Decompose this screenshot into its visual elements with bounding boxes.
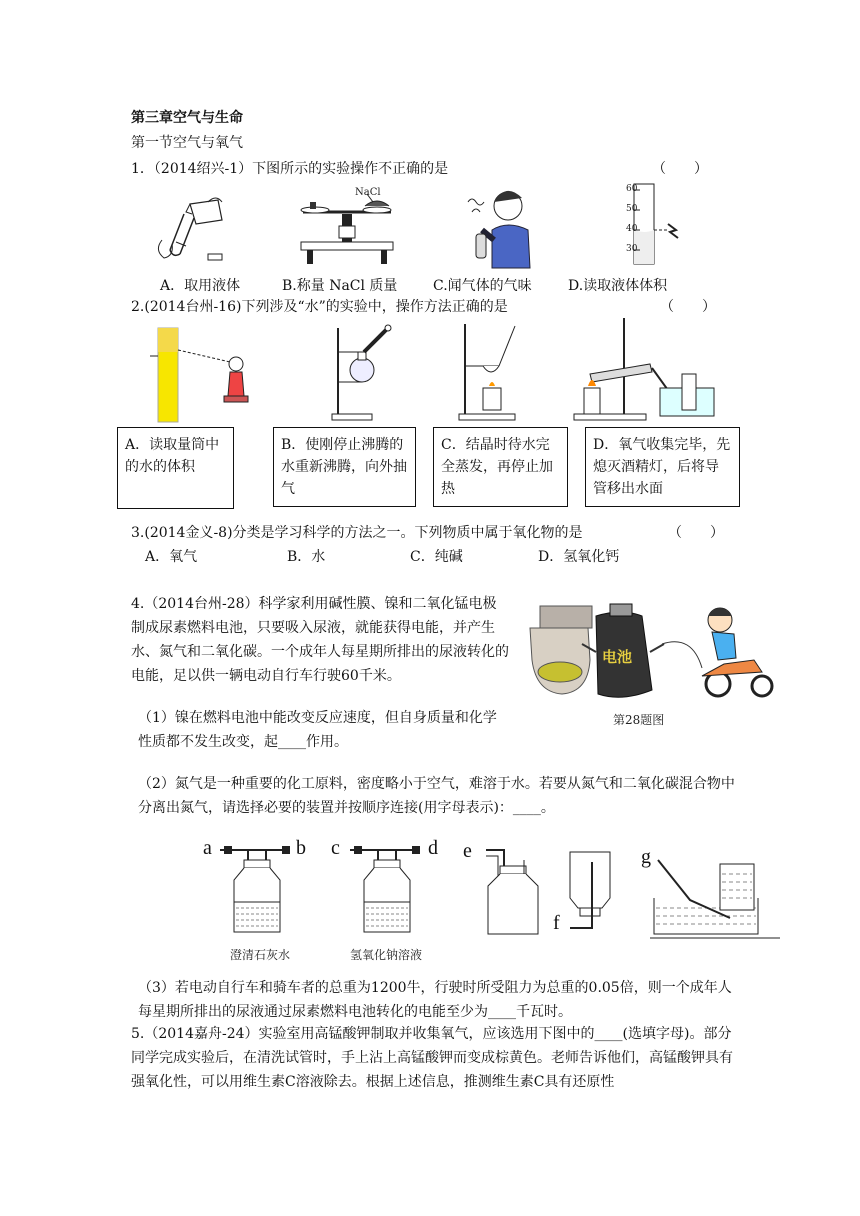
- apparatus-letter-g: g: [641, 846, 651, 868]
- q4-sub3: （3）若电动自行车和骑车者的总重为1200牛，行驶时所受阻力为总重的0.05倍，则一个成年人每星期所排出的尿液通过尿素燃料电池转化的电能至少为____千瓦时。: [138, 980, 732, 1020]
- battery-label: 电池: [602, 648, 633, 666]
- q3-option-b: B．水: [287, 549, 326, 565]
- cyl-tick-50: 50: [626, 204, 638, 214]
- apparatus-letter-e: e: [463, 840, 472, 862]
- apparatus-letter-c: c: [331, 837, 340, 859]
- q2-option-c: C．结晶时待水完全蒸发，再停止加热: [433, 427, 568, 507]
- q4-figure-caption: 第28题图: [613, 713, 665, 727]
- q4-stem: 4.（2014台州-28）科学家利用碱性膜、镍和二氧化锰电极制成尿素燃料电池，只要吸入尿液，就能获得电能，并产生水、氮气和二氧化碳。一个成年人每星期所排出的尿液转化的电能，足以供一辆电动自行车行驶60千米。: [131, 596, 509, 684]
- cyl-tick-30: 30: [626, 244, 638, 254]
- q1-option-b: B.称量 NaCl 质量: [282, 278, 398, 294]
- q2-figure-evaporation: [455, 322, 535, 422]
- q2-answer-paren: （ ）: [660, 299, 716, 315]
- q4-sub1: （1）镍在燃料电池中能改变反应速度，但自身质量和化学性质都不发生改变，起____作用。: [138, 710, 497, 750]
- q3-option-a: A．氧气: [145, 549, 198, 565]
- q5-text: 5.（2014嘉舟-24）实验室用高锰酸钾制取并收集氧气，应该选用下图中的____(选填字母)。部分同学完成实验后，在清洗试管时，手上沾上高锰酸钾而变成棕黄色。老师告诉他们，高锰酸钾具有强氧化性，可以用维生素C溶液除去。根据上述信息，推测维生素C具有还原性: [131, 1026, 733, 1090]
- q3-option-d: D．氢氧化钙: [538, 549, 620, 565]
- q1-option-c: C.闻气体的气味: [433, 278, 532, 294]
- apparatus-bottle-f: [562, 848, 622, 938]
- q3-stem: 3.(2014金义-8)分类是学习科学的方法之一。下列物质中属于氧化物的是: [131, 525, 583, 541]
- q2-option-a: A．读取量筒中的水的体积: [117, 427, 234, 509]
- nacl-label: NaCl: [355, 187, 381, 198]
- q2-figure-flask: [322, 322, 402, 422]
- q1-option-a: A．取用液体: [160, 278, 241, 294]
- apparatus-bottle-naoh: [350, 846, 430, 938]
- q1-figure-balance: [295, 190, 400, 270]
- q1-option-d: D.读取液体体积: [568, 278, 668, 294]
- apparatus-trough-g: [650, 860, 780, 942]
- q2-figure-reading: [150, 322, 260, 422]
- q1-figure-pouring: [150, 190, 240, 270]
- q2-figure-collecting: [570, 318, 720, 424]
- bottle2-label: 氢氧化钠溶液: [350, 948, 423, 962]
- q4-sub2: （2）氮气是一种重要的化工原料，密度略小于空气，难溶于水。若要从氮气和二氧化碳混合物中分离出氮气，请选择必要的装置并按顺序连接(用字母表示)：____。: [138, 776, 735, 816]
- apparatus-bottle-limewater: [220, 846, 300, 938]
- q1-figure-smelling: [458, 184, 548, 269]
- q3-answer-paren: （ ）: [668, 525, 724, 541]
- apparatus-letter-a: a: [203, 837, 212, 859]
- q1-answer-paren: （ ）: [652, 161, 708, 177]
- chapter-title: 第三章空气与生命: [131, 110, 243, 126]
- q2-option-d: D．氧气收集完毕，先熄灭酒精灯，后将导管移出水面: [585, 427, 740, 507]
- section-title: 第一节空气与氧气: [131, 135, 243, 151]
- cyl-tick-60: 60: [626, 184, 638, 194]
- cyl-tick-40: 40: [626, 224, 638, 234]
- apparatus-bottle-e: [478, 846, 548, 938]
- apparatus-letter-f: f: [553, 912, 560, 934]
- q1-stem: 1．（2014绍兴-1）下图所示的实验操作不正确的是: [131, 161, 449, 177]
- q2-stem: 2.(2014台州-16)下列涉及“水”的实验中，操作方法正确的是: [131, 299, 508, 315]
- q4-figure-fuel-cell: [522, 598, 774, 702]
- apparatus-letter-d: d: [428, 837, 438, 859]
- q2-option-b: B．使刚停止沸腾的水重新沸腾，向外抽气: [273, 427, 416, 507]
- apparatus-letter-b: b: [296, 837, 306, 859]
- q3-option-c: C．纯碱: [410, 549, 463, 565]
- bottle1-label: 澄清石灰水: [230, 948, 291, 962]
